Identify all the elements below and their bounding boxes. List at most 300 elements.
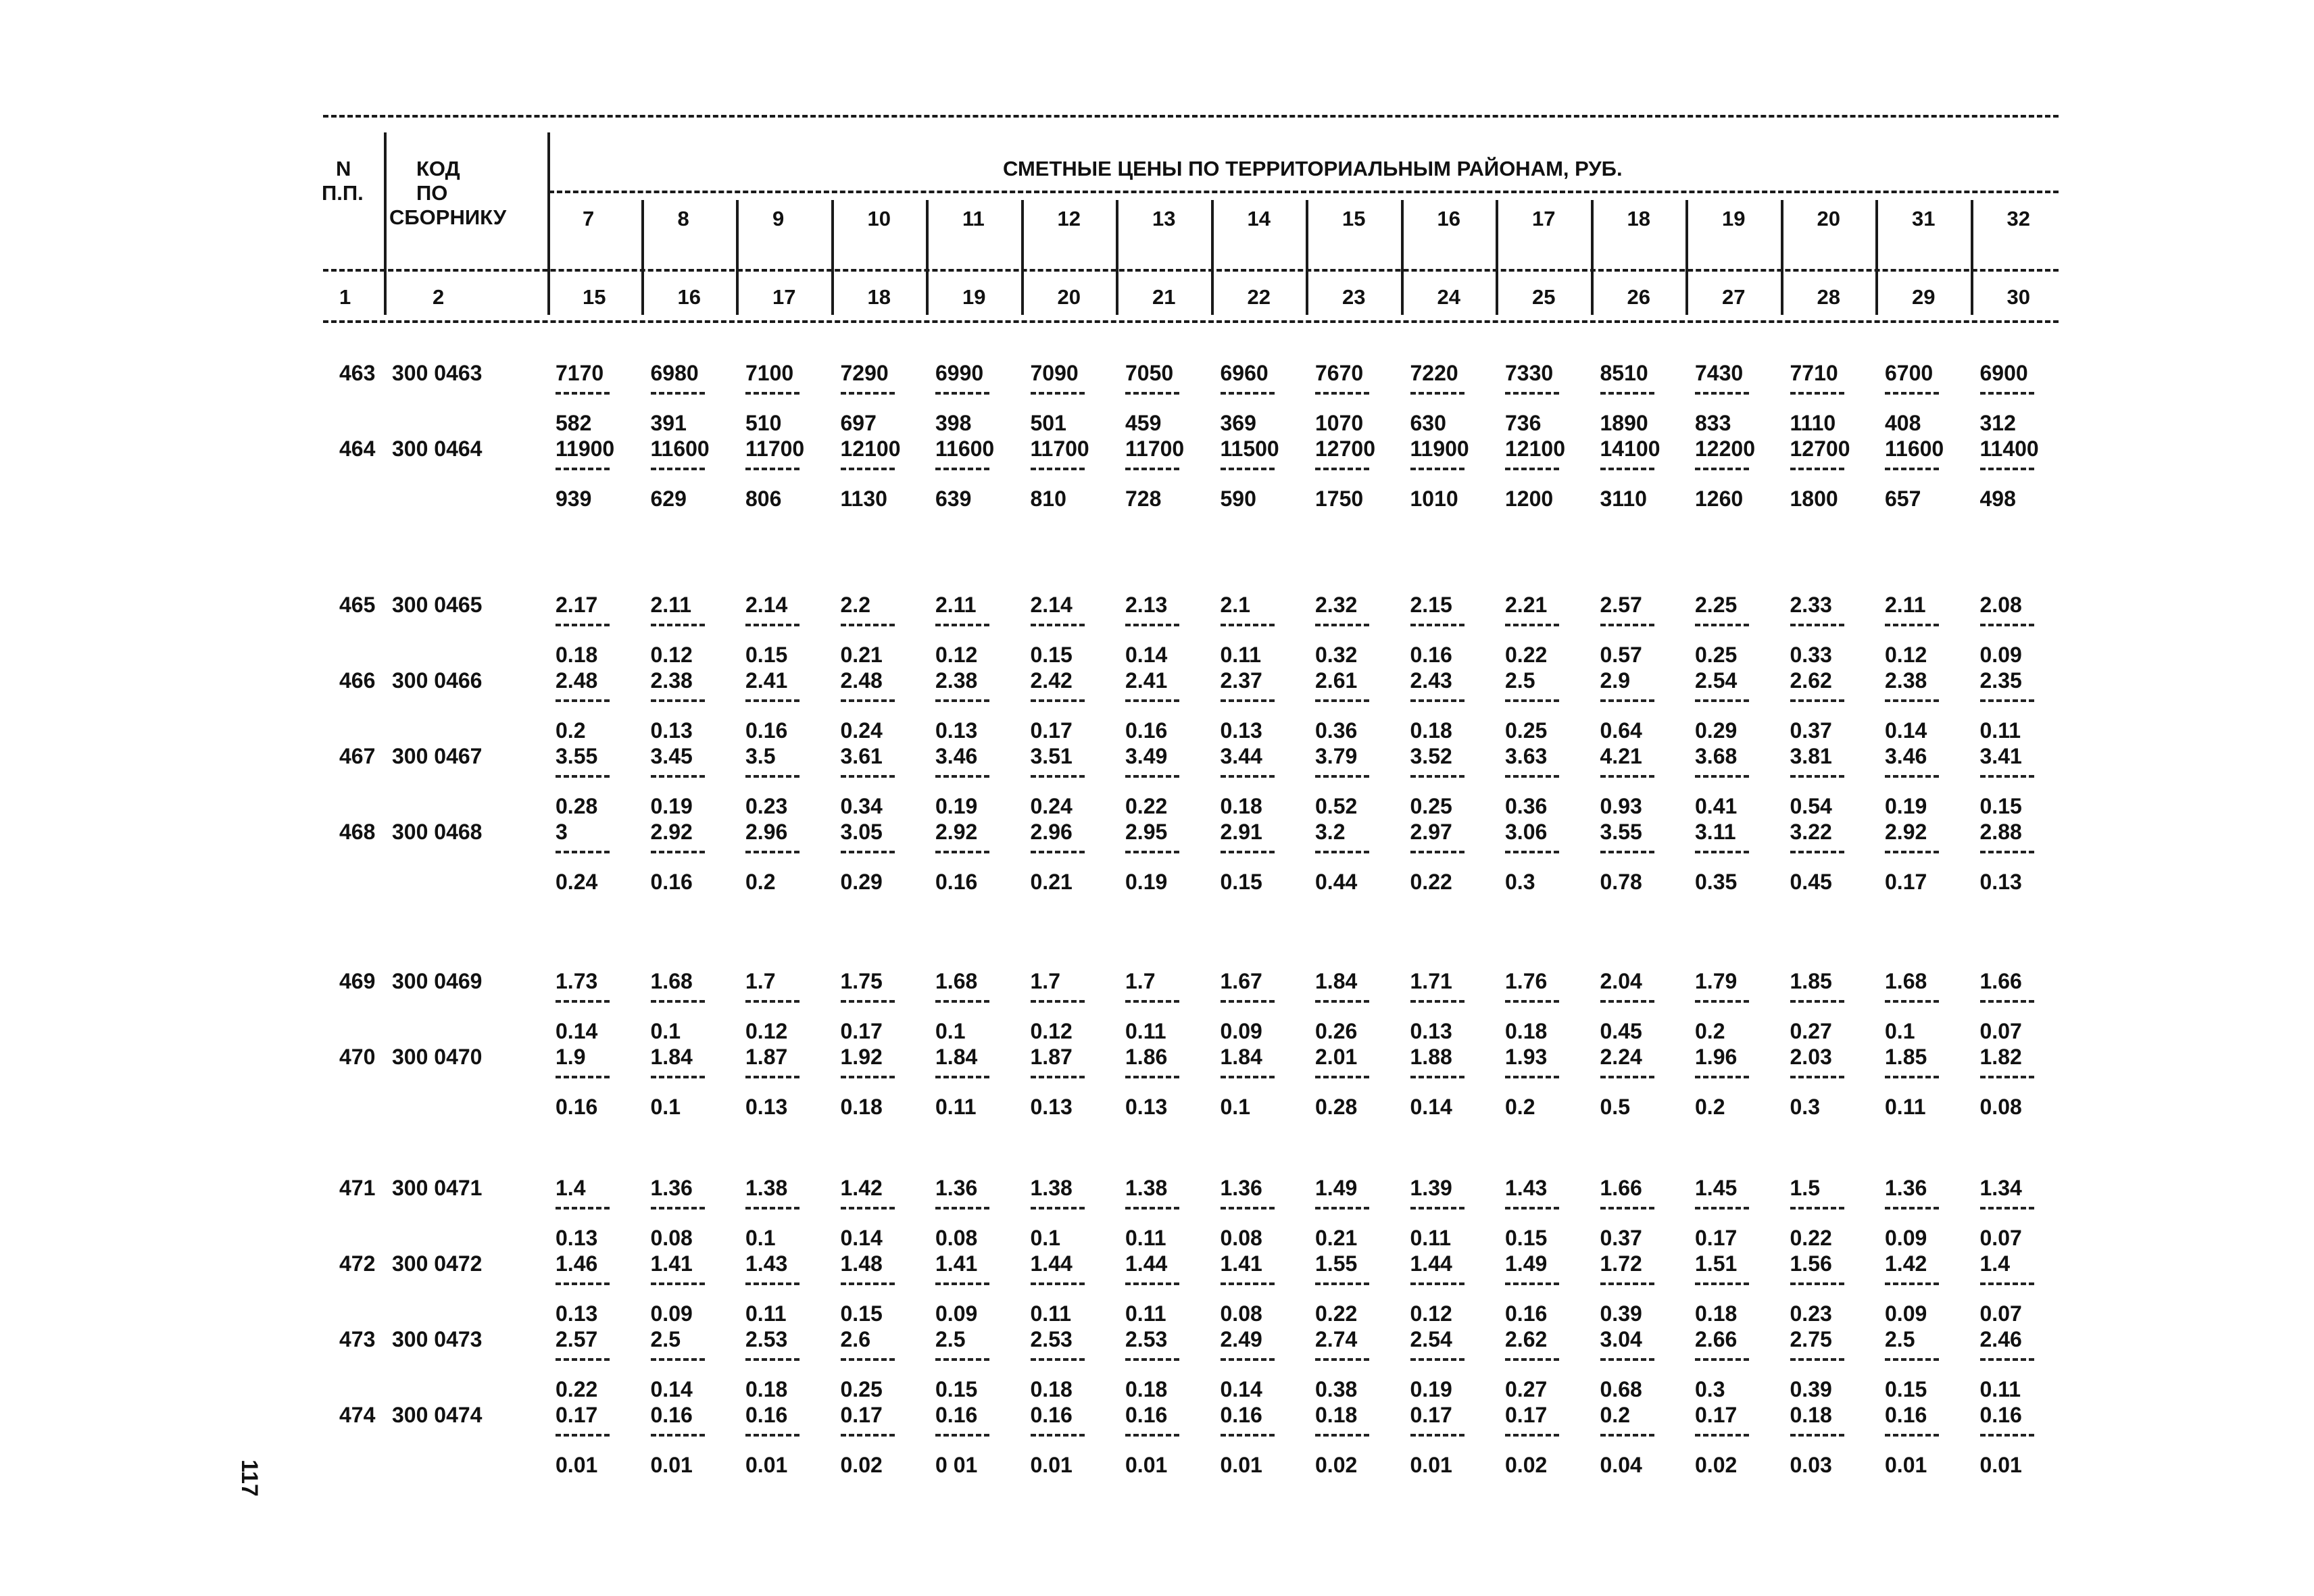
price-cell: 3.61	[840, 744, 883, 768]
fraction-rule	[1410, 392, 1464, 395]
wage-cell: 0.22	[1125, 794, 1168, 818]
fraction-rule	[1125, 1000, 1179, 1003]
price-cell: 2.46	[1979, 1327, 2022, 1351]
price-cell: 2.11	[935, 593, 977, 617]
wage-cell: 0.23	[745, 794, 788, 818]
price-cell: 7220	[1410, 361, 1458, 385]
wage-cell: 0.11	[1979, 718, 2021, 743]
fraction-rule	[1315, 1358, 1369, 1361]
fraction-rule	[1695, 1076, 1749, 1078]
district-header: 18	[1627, 207, 1650, 230]
price-cell: 1.44	[1030, 1251, 1073, 1276]
district-column-divider	[641, 200, 644, 315]
fraction-rule	[1695, 851, 1749, 853]
district-header: 15	[1342, 207, 1366, 230]
fraction-rule	[1125, 1207, 1179, 1210]
wage-cell: 0.14	[840, 1226, 883, 1250]
price-cell: 1.7	[745, 969, 776, 993]
wage-cell: 0.19	[1410, 1377, 1452, 1401]
wage-cell: 939	[556, 487, 592, 511]
wage-cell: 0.12	[1885, 643, 1927, 667]
price-cell: 1.85	[1790, 969, 1832, 993]
price-cell: 3.05	[840, 820, 883, 844]
fraction-rule	[1885, 468, 1939, 470]
wage-cell: 0.2	[1695, 1019, 1725, 1043]
fraction-rule	[1221, 1076, 1275, 1078]
wage-cell: 1130	[840, 487, 887, 511]
fraction-rule	[1790, 1000, 1844, 1003]
fraction-rule	[1221, 1358, 1275, 1361]
fraction-rule	[1125, 1434, 1179, 1437]
wage-cell: 0.27	[1790, 1019, 1832, 1043]
wage-cell: 0.39	[1600, 1301, 1642, 1326]
price-cell: 1.41	[1220, 1251, 1262, 1276]
price-cell: 3.55	[1600, 820, 1642, 844]
column-number: 27	[1722, 285, 1746, 309]
fraction-rule	[1221, 775, 1275, 778]
fraction-rule	[745, 699, 799, 702]
price-cell: 1.46	[556, 1251, 598, 1276]
price-cell: 11600	[935, 437, 995, 461]
column-number: 18	[867, 285, 891, 309]
fraction-rule	[1221, 1434, 1275, 1437]
wage-cell: 0.11	[745, 1301, 787, 1326]
column-number: 21	[1152, 285, 1176, 309]
price-cell: 2.01	[1315, 1045, 1358, 1069]
fraction-rule	[841, 699, 895, 702]
fraction-rule	[745, 775, 799, 778]
price-cell: 0.16	[1220, 1403, 1262, 1427]
district-header: 16	[1437, 207, 1460, 230]
fraction-rule	[745, 1000, 799, 1003]
column-number: 29	[1912, 285, 1936, 309]
wage-cell: 0.01	[556, 1453, 598, 1477]
price-cell: 0.16	[1030, 1403, 1073, 1427]
price-cell: 1.44	[1410, 1251, 1452, 1276]
wage-cell: 0.32	[1315, 643, 1358, 667]
row-number: 468	[339, 820, 376, 844]
price-cell: 2.11	[1885, 593, 1926, 617]
fraction-rule	[1695, 392, 1749, 395]
wage-cell: 0.12	[935, 643, 978, 667]
wage-cell: 0.52	[1315, 794, 1358, 818]
wage-cell: 0.13	[556, 1301, 598, 1326]
wage-cell: 0.1	[1030, 1226, 1060, 1250]
price-cell: 0.17	[1410, 1403, 1452, 1427]
fraction-rule	[841, 775, 895, 778]
wage-cell: 0.09	[1885, 1301, 1927, 1326]
price-cell: 1.7	[1125, 969, 1156, 993]
price-cell: 11700	[1125, 437, 1185, 461]
wage-cell: 0.1	[650, 1019, 681, 1043]
district-header: 13	[1152, 207, 1176, 230]
wage-cell: 590	[1220, 487, 1256, 511]
wage-cell: 657	[1885, 487, 1921, 511]
wage-cell: 0.45	[1600, 1019, 1642, 1043]
fraction-rule	[1221, 1207, 1275, 1210]
price-cell: 2.33	[1790, 593, 1832, 617]
fraction-rule	[745, 1434, 799, 1437]
fraction-rule	[1410, 1434, 1464, 1437]
price-cell: 2.42	[1030, 668, 1073, 693]
fraction-rule	[1315, 392, 1369, 395]
fraction-rule	[1125, 468, 1179, 470]
price-cell: 7090	[1030, 361, 1079, 385]
fraction-rule	[1885, 1434, 1939, 1437]
fraction-rule	[1790, 392, 1844, 395]
fraction-rule	[1695, 699, 1749, 702]
price-cell: 3.55	[556, 744, 598, 768]
price-cell: 2.35	[1979, 668, 2022, 693]
fraction-rule	[1125, 775, 1179, 778]
price-cell: 2.92	[1885, 820, 1927, 844]
fraction-rule	[1505, 468, 1559, 470]
wage-cell: 0.18	[1410, 718, 1452, 743]
row-number: 464	[339, 437, 376, 461]
wage-cell: 0.09	[1885, 1226, 1927, 1250]
wage-cell: 736	[1505, 411, 1542, 435]
district-column-divider	[736, 200, 739, 315]
wage-cell: 0.24	[1030, 794, 1073, 818]
district-column-divider	[1781, 200, 1783, 315]
fraction-rule	[1315, 1076, 1369, 1078]
fraction-rule	[651, 1076, 705, 1078]
wage-cell: 0.22	[1790, 1226, 1832, 1250]
fraction-rule	[1031, 392, 1085, 395]
wage-cell: 0.78	[1600, 870, 1642, 894]
district-column-divider	[1021, 200, 1024, 315]
fraction-rule	[1885, 1000, 1939, 1003]
fraction-rule	[1885, 1076, 1939, 1078]
wage-cell: 697	[840, 411, 877, 435]
wage-cell: 0.3	[1695, 1377, 1725, 1401]
district-header: 17	[1532, 207, 1556, 230]
price-cell: 1.84	[1220, 1045, 1262, 1069]
wage-cell: 0.08	[935, 1226, 978, 1250]
price-cell: 2.5	[1885, 1327, 1915, 1351]
wage-cell: 0.22	[1410, 870, 1452, 894]
fraction-rule	[841, 1207, 895, 1210]
price-cell: 2.03	[1790, 1045, 1832, 1069]
wage-cell: 0.14	[1410, 1095, 1452, 1119]
column-number: 23	[1342, 285, 1366, 309]
fraction-rule	[1790, 1207, 1844, 1210]
wage-cell: 0.13	[1410, 1019, 1452, 1043]
district-column-divider	[1306, 200, 1308, 315]
code-label-2: ПО	[416, 181, 448, 205]
wage-cell: 0.13	[1979, 870, 2022, 894]
price-cell: 11900	[556, 437, 615, 461]
fraction-rule	[1695, 775, 1749, 778]
wage-cell: 0.22	[1505, 643, 1548, 667]
fraction-rule	[1695, 468, 1749, 470]
district-column-divider	[926, 200, 929, 315]
price-cell: 1.36	[935, 1176, 978, 1200]
fraction-rule	[1221, 468, 1275, 470]
price-cell: 1.84	[650, 1045, 693, 1069]
fraction-rule	[1885, 392, 1939, 395]
fraction-rule	[1410, 1076, 1464, 1078]
price-cell: 1.71	[1410, 969, 1452, 993]
fraction-rule	[1031, 468, 1085, 470]
fraction-rule	[1410, 775, 1464, 778]
fraction-rule	[556, 1282, 610, 1285]
fraction-rule	[1031, 1282, 1085, 1285]
price-cell: 0.16	[1125, 1403, 1168, 1427]
fraction-rule	[745, 1076, 799, 1078]
fraction-rule	[1505, 624, 1559, 626]
row-number: 469	[339, 969, 376, 993]
wage-cell: 1200	[1505, 487, 1554, 511]
price-cell: 1.36	[650, 1176, 693, 1200]
price-cell: 2.37	[1220, 668, 1262, 693]
price-cell: 2.53	[1125, 1327, 1168, 1351]
fraction-rule	[1125, 699, 1179, 702]
wage-cell: 0.18	[1125, 1377, 1168, 1401]
fraction-rule	[1410, 851, 1464, 853]
price-cell: 2.92	[650, 820, 693, 844]
price-cell: 1.51	[1695, 1251, 1738, 1276]
fraction-rule	[745, 1207, 799, 1210]
wage-cell: 0.25	[840, 1377, 883, 1401]
wage-cell: 0.11	[1125, 1019, 1166, 1043]
price-cell: 3.46	[1885, 744, 1927, 768]
fraction-rule	[651, 851, 705, 853]
wage-cell: 0.09	[1220, 1019, 1262, 1043]
price-cell: 1.39	[1410, 1176, 1452, 1200]
price-cell: 3.2	[1315, 820, 1346, 844]
wage-cell: 0.09	[1979, 643, 2022, 667]
district-column-divider	[1971, 200, 1973, 315]
fraction-rule	[1790, 699, 1844, 702]
row-number: 466	[339, 668, 376, 693]
fraction-rule	[1125, 1282, 1179, 1285]
wage-cell: 1260	[1695, 487, 1744, 511]
price-cell: 2.38	[935, 668, 978, 693]
wage-cell: 398	[935, 411, 972, 435]
wage-cell: 0.11	[1885, 1095, 1926, 1119]
wage-cell: 0.1	[935, 1019, 966, 1043]
wage-cell: 0.36	[1505, 794, 1548, 818]
wage-cell: 0.25	[1695, 643, 1738, 667]
price-cell: 2.88	[1979, 820, 2022, 844]
fraction-rule	[556, 1358, 610, 1361]
price-cell: 2.48	[840, 668, 883, 693]
district-column-divider	[1401, 200, 1404, 315]
wage-cell: 0.39	[1790, 1377, 1832, 1401]
column-number: 20	[1057, 285, 1081, 309]
price-cell: 3.04	[1600, 1327, 1642, 1351]
code-label-3: СБОРНИКУ	[389, 205, 507, 229]
fraction-rule	[1031, 1434, 1085, 1437]
price-cell: 3.44	[1220, 744, 1262, 768]
fraction-rule	[1505, 699, 1559, 702]
fraction-rule	[1790, 1076, 1844, 1078]
price-cell: 2.54	[1410, 1327, 1452, 1351]
column-number: 22	[1247, 285, 1271, 309]
wage-cell: 0.3	[1790, 1095, 1820, 1119]
wage-cell: 0.18	[745, 1377, 788, 1401]
wage-cell: 0.29	[840, 870, 883, 894]
wage-cell: 0.24	[840, 718, 883, 743]
fraction-rule	[1790, 851, 1844, 853]
price-cell: 2.38	[650, 668, 693, 693]
wage-cell: 0.17	[1885, 870, 1927, 894]
fraction-rule	[1221, 699, 1275, 702]
fraction-rule	[651, 1207, 705, 1210]
price-cell: 2.41	[745, 668, 788, 693]
fraction-rule	[1031, 1076, 1085, 1078]
price-cell: 2.13	[1125, 593, 1168, 617]
fraction-rule	[841, 851, 895, 853]
fraction-rule	[935, 1434, 989, 1437]
price-cell: 12700	[1790, 437, 1850, 461]
fraction-rule	[1790, 1282, 1844, 1285]
fraction-rule	[1695, 1358, 1749, 1361]
fraction-rule	[1695, 1207, 1749, 1210]
row-number: 467	[339, 744, 376, 768]
price-cell: 2.48	[556, 668, 598, 693]
fraction-rule	[935, 1000, 989, 1003]
fraction-rule	[1600, 1282, 1654, 1285]
fraction-rule	[1505, 1358, 1559, 1361]
fraction-rule	[745, 1282, 799, 1285]
wage-cell: 0.18	[1220, 794, 1262, 818]
price-cell: 2.24	[1600, 1045, 1642, 1069]
fraction-rule	[1125, 392, 1179, 395]
fraction-rule	[1125, 1076, 1179, 1078]
fraction-rule	[1790, 775, 1844, 778]
wage-cell: 0.2	[745, 870, 776, 894]
price-cell: 1.43	[1505, 1176, 1548, 1200]
wage-cell: 0.2	[556, 718, 586, 743]
wage-cell: 0.15	[1505, 1226, 1548, 1250]
price-cell: 2.15	[1410, 593, 1452, 617]
fraction-rule	[1980, 624, 2034, 626]
fraction-rule	[1315, 1434, 1369, 1437]
wage-cell: 0.02	[840, 1453, 883, 1477]
price-cell: 2.08	[1979, 593, 2022, 617]
fraction-rule	[651, 392, 705, 395]
fraction-rule	[1885, 1358, 1939, 1361]
row-number: 471	[339, 1176, 376, 1200]
wage-cell: 639	[935, 487, 972, 511]
fraction-rule	[1790, 624, 1844, 626]
column-number: 15	[583, 285, 606, 309]
wage-cell: 0.13	[1220, 718, 1262, 743]
price-cell: 11700	[1030, 437, 1089, 461]
price-cell: 2.11	[650, 593, 692, 617]
price-cell: 1.73	[556, 969, 598, 993]
price-cell: 3.5	[745, 744, 776, 768]
wage-cell: 0.18	[840, 1095, 883, 1119]
wage-cell: 0.01	[1030, 1453, 1073, 1477]
price-cell: 1.93	[1505, 1045, 1548, 1069]
wage-cell: 0.21	[1030, 870, 1073, 894]
wage-cell: 0.01	[745, 1453, 788, 1477]
price-cell: 2.04	[1600, 969, 1642, 993]
price-cell: 0.17	[1695, 1403, 1738, 1427]
price-cell: 1.68	[935, 969, 978, 993]
price-cell: 2.66	[1695, 1327, 1738, 1351]
wage-cell: 0.15	[1979, 794, 2022, 818]
wage-cell: 0.01	[1979, 1453, 2022, 1477]
fraction-rule	[745, 851, 799, 853]
price-cell: 11600	[1885, 437, 1944, 461]
wage-cell: 0.03	[1790, 1453, 1832, 1477]
price-cell: 2.54	[1695, 668, 1738, 693]
column-number: 25	[1532, 285, 1556, 309]
fraction-rule	[1031, 624, 1085, 626]
price-cell: 7050	[1125, 361, 1174, 385]
wage-cell: 0.15	[745, 643, 788, 667]
wage-cell: 0.13	[1030, 1095, 1073, 1119]
district-header: 12	[1057, 207, 1081, 230]
wage-cell: 0.13	[650, 718, 693, 743]
wage-cell: 0.18	[1030, 1377, 1073, 1401]
wage-cell: 0.36	[1315, 718, 1358, 743]
wage-cell: 0.11	[1410, 1226, 1452, 1250]
fraction-rule	[1885, 1282, 1939, 1285]
wage-cell: 0.01	[1885, 1453, 1927, 1477]
wage-cell: 0.17	[1030, 718, 1073, 743]
wage-cell: 0.38	[1315, 1377, 1358, 1401]
price-cell: 1.34	[1979, 1176, 2022, 1200]
fraction-rule	[651, 775, 705, 778]
price-cell: 2.75	[1790, 1327, 1832, 1351]
fraction-rule	[1980, 1282, 2034, 1285]
fraction-rule	[1980, 1358, 2034, 1361]
wage-cell: 1750	[1315, 487, 1364, 511]
fraction-rule	[1031, 699, 1085, 702]
price-cell: 1.38	[1030, 1176, 1073, 1200]
row-code: 300 0472	[392, 1251, 483, 1276]
col-index-2: 2	[433, 285, 445, 309]
fraction-rule	[1410, 1207, 1464, 1210]
price-cell: 1.49	[1315, 1176, 1358, 1200]
price-cell: 2.25	[1695, 593, 1738, 617]
price-cell: 1.43	[745, 1251, 788, 1276]
wage-cell: 0.1	[1885, 1019, 1915, 1043]
fraction-rule	[1315, 468, 1369, 470]
header-title: СМЕТНЫЕ ЦЕНЫ ПО ТЕРРИТОРИАЛЬНЫМ РАЙОНАМ, РУБ.	[1003, 157, 1623, 180]
fraction-rule	[1410, 624, 1464, 626]
fraction-rule	[1410, 1000, 1464, 1003]
fraction-rule	[1790, 468, 1844, 470]
price-cell: 1.84	[935, 1045, 978, 1069]
district-header: 9	[772, 207, 785, 230]
fraction-rule	[1031, 851, 1085, 853]
fraction-rule	[1125, 1358, 1179, 1361]
fraction-rule	[1600, 624, 1654, 626]
wage-cell: 0.29	[1695, 718, 1738, 743]
district-column-divider	[1591, 200, 1594, 315]
row-code: 300 0464	[392, 437, 483, 461]
fraction-rule	[1505, 1076, 1559, 1078]
price-cell: 12200	[1695, 437, 1755, 461]
wage-cell: 0.11	[935, 1095, 977, 1119]
price-cell: 1.41	[650, 1251, 693, 1276]
wage-cell: 501	[1030, 411, 1066, 435]
district-header: 14	[1247, 207, 1271, 230]
fraction-rule	[1790, 1434, 1844, 1437]
district-column-divider	[1211, 200, 1214, 315]
wage-cell: 0.34	[840, 794, 883, 818]
wage-cell: 0.15	[935, 1377, 978, 1401]
price-cell: 2.49	[1220, 1327, 1262, 1351]
fraction-rule	[651, 624, 705, 626]
price-cell: 1.85	[1885, 1045, 1927, 1069]
